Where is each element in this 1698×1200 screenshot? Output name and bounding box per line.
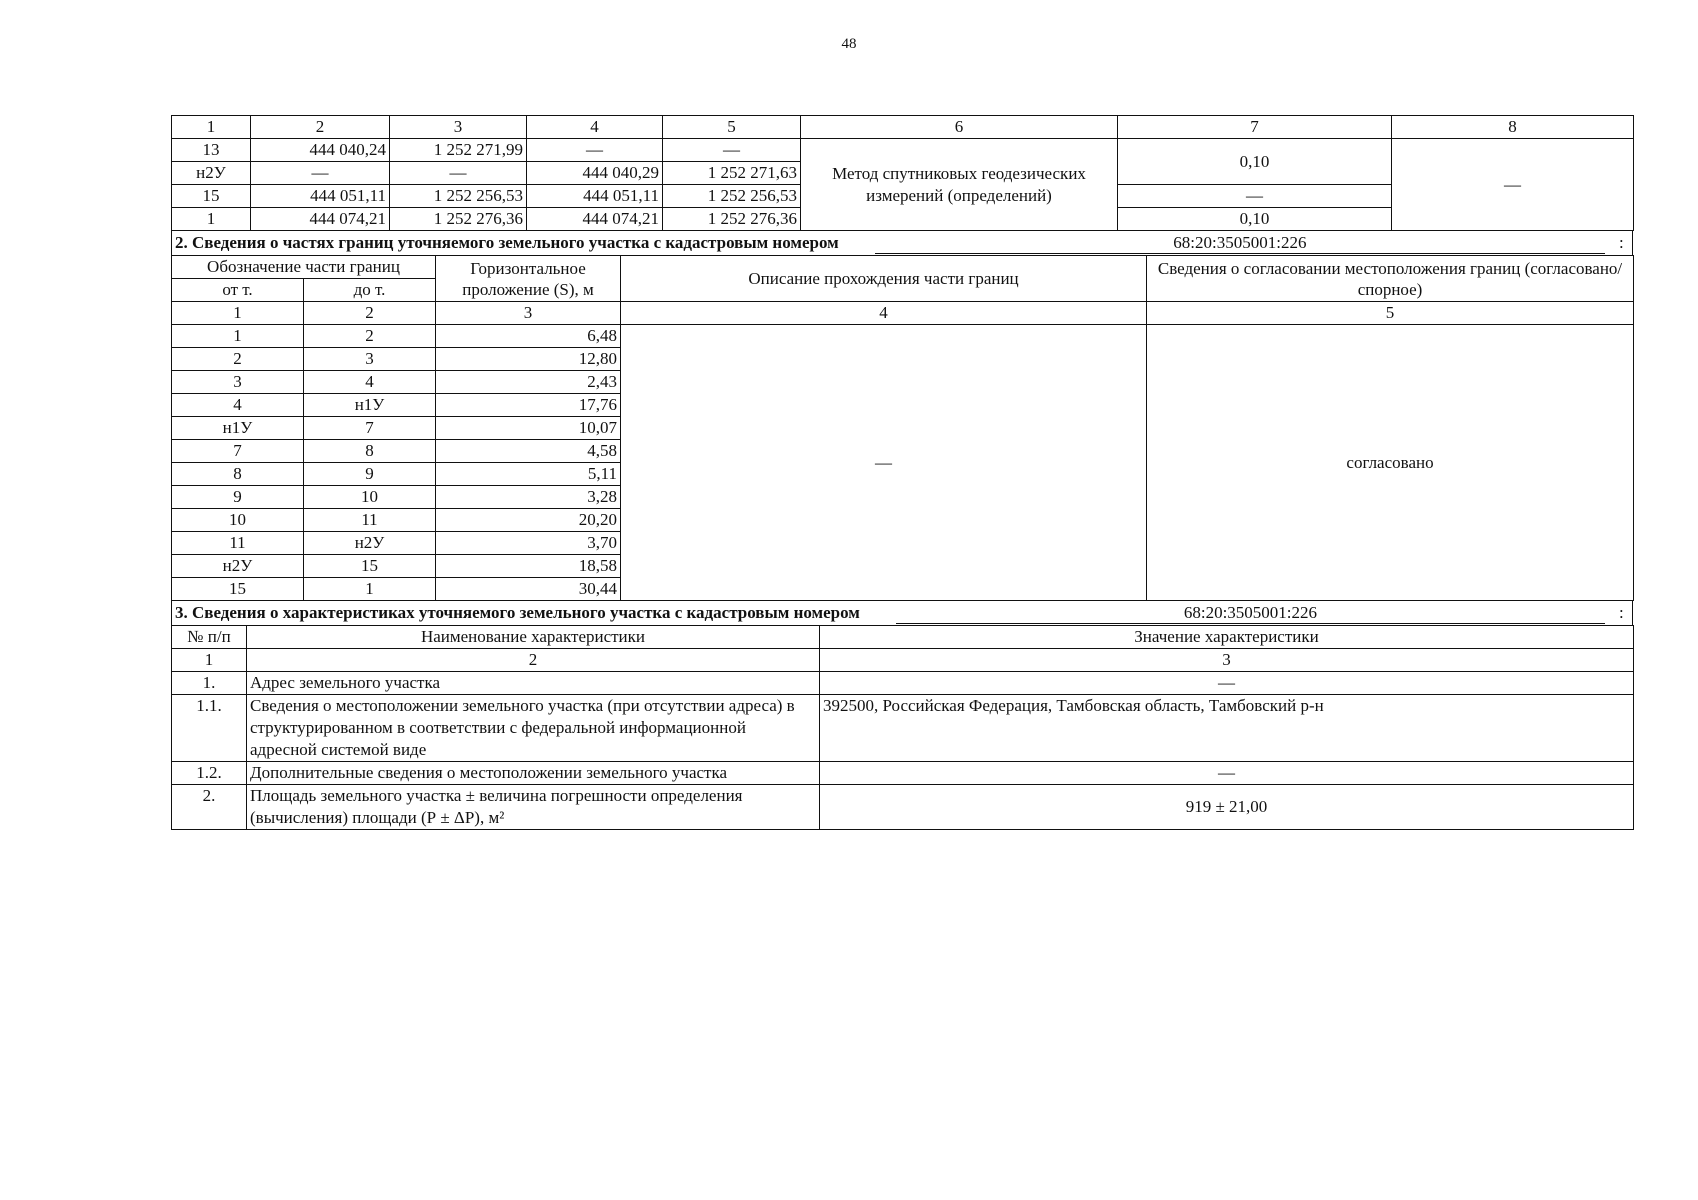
length-cell: 17,76 — [436, 394, 621, 417]
col-number: 2 — [247, 649, 820, 672]
from-cell: 10 — [172, 509, 304, 532]
accuracy-cell: — — [1118, 185, 1392, 208]
designation-header: Обозначение части границ — [172, 256, 436, 279]
col-header: 6 — [801, 116, 1118, 139]
value-cell: — — [820, 762, 1634, 785]
y-old-cell: 1 252 271,99 — [390, 139, 527, 162]
cadastral-document — [171, 115, 1633, 830]
from-cell: 11 — [172, 532, 304, 555]
to-cell: 10 — [304, 486, 436, 509]
section3-heading: 3. Сведения о характеристиках уточняемого земельного участка с кадастровым номером — [175, 603, 860, 622]
x-old-cell: 444 051,11 — [251, 185, 390, 208]
y-old-cell: 1 252 256,53 — [390, 185, 527, 208]
to-cell: н2У — [304, 532, 436, 555]
length-cell: 4,58 — [436, 440, 621, 463]
col-header: 4 — [527, 116, 663, 139]
from-cell: н2У — [172, 555, 304, 578]
section2-title — [171, 231, 1633, 255]
length-cell: 20,20 — [436, 509, 621, 532]
num-cell: 2. — [172, 785, 247, 830]
from-header: от т. — [172, 279, 304, 302]
col-number: 3 — [436, 302, 621, 325]
x-new-cell: 444 074,21 — [527, 208, 663, 231]
x-old-cell: 444 040,24 — [251, 139, 390, 162]
accuracy-cell: 0,10 — [1118, 208, 1392, 231]
table-row — [172, 672, 1634, 695]
to-cell: 15 — [304, 555, 436, 578]
num-header: № п/п — [172, 626, 247, 649]
y-old-cell: — — [390, 162, 527, 185]
from-cell: 7 — [172, 440, 304, 463]
length-cell: 10,07 — [436, 417, 621, 440]
table-row — [172, 325, 1634, 348]
name-cell: Адрес земельного участка — [247, 672, 820, 695]
coordinates-header-row — [172, 116, 1634, 139]
table-row — [172, 139, 1634, 162]
point-cell: 13 — [172, 139, 251, 162]
description-cell: — — [621, 325, 1147, 601]
length-cell: 18,58 — [436, 555, 621, 578]
x-new-cell: 444 040,29 — [527, 162, 663, 185]
col-number: 4 — [621, 302, 1147, 325]
col-header: 5 — [663, 116, 801, 139]
characteristics-table — [171, 625, 1634, 830]
characteristics-header-row — [172, 626, 1634, 649]
value-cell: 392500, Российская Федерация, Тамбовская область, Тамбовский р-н — [820, 695, 1634, 762]
method-cell: Метод спутниковых геодезических измерений (определений) — [801, 139, 1118, 231]
value-cell: 919 ± 21,00 — [820, 785, 1634, 830]
section2-heading: 2. Сведения о частях границ уточняемого земельного участка с кадастровым номером — [175, 233, 839, 252]
table-row — [172, 762, 1634, 785]
length-cell: 30,44 — [436, 578, 621, 601]
to-cell: 9 — [304, 463, 436, 486]
x-new-cell: — — [527, 139, 663, 162]
name-cell: Площадь земельного участка ± величина погрешности определения (вычисления) площади (Р ± ΔР), м² — [247, 785, 820, 830]
from-cell: 4 — [172, 394, 304, 417]
agreement-cell: согласовано — [1147, 325, 1634, 601]
to-cell: 1 — [304, 578, 436, 601]
length-header: Горизонтальное проложение (S), м — [436, 256, 621, 302]
section3-colon: : — [1619, 603, 1624, 622]
length-cell: 12,80 — [436, 348, 621, 371]
col-header: 2 — [251, 116, 390, 139]
to-cell: 11 — [304, 509, 436, 532]
point-cell: 15 — [172, 185, 251, 208]
boundary-num-row — [172, 302, 1634, 325]
col-number: 1 — [172, 302, 304, 325]
to-cell: н1У — [304, 394, 436, 417]
col-header: 8 — [1392, 116, 1634, 139]
to-cell: 7 — [304, 417, 436, 440]
agreement-header: Сведения о согласовании местоположения границ (согласовано/спорное) — [1147, 256, 1634, 302]
section3-cadastral-number: 68:20:3505001:226 — [896, 603, 1605, 624]
value-cell: — — [820, 672, 1634, 695]
col-number: 5 — [1147, 302, 1634, 325]
y-new-cell: 1 252 271,63 — [663, 162, 801, 185]
length-cell: 2,43 — [436, 371, 621, 394]
y-new-cell: — — [663, 139, 801, 162]
x-old-cell: — — [251, 162, 390, 185]
point-cell: 1 — [172, 208, 251, 231]
col-number: 1 — [172, 649, 247, 672]
boundary-parts-table — [171, 255, 1634, 601]
length-cell: 6,48 — [436, 325, 621, 348]
name-header: Наименование характеристики — [247, 626, 820, 649]
from-cell: 8 — [172, 463, 304, 486]
col-number: 3 — [820, 649, 1634, 672]
from-cell: 9 — [172, 486, 304, 509]
col-number: 2 — [304, 302, 436, 325]
section2-cadastral-number: 68:20:3505001:226 — [875, 233, 1605, 254]
section3-title — [171, 601, 1633, 625]
col-header: 3 — [390, 116, 527, 139]
point-cell: н2У — [172, 162, 251, 185]
length-cell: 3,70 — [436, 532, 621, 555]
to-cell: 4 — [304, 371, 436, 394]
y-new-cell: 1 252 256,53 — [663, 185, 801, 208]
characteristics-num-row — [172, 649, 1634, 672]
to-header: до т. — [304, 279, 436, 302]
page-number: 48 — [841, 36, 857, 52]
name-cell: Дополнительные сведения о местоположении земельного участка — [247, 762, 820, 785]
from-cell: 15 — [172, 578, 304, 601]
to-cell: 2 — [304, 325, 436, 348]
num-cell: 1.1. — [172, 695, 247, 762]
from-cell: 2 — [172, 348, 304, 371]
num-cell: 1. — [172, 672, 247, 695]
col8-cell: — — [1392, 139, 1634, 231]
col-header: 1 — [172, 116, 251, 139]
x-old-cell: 444 074,21 — [251, 208, 390, 231]
description-header: Описание прохождения части границ — [621, 256, 1147, 302]
length-cell: 3,28 — [436, 486, 621, 509]
accuracy-cell: 0,10 — [1118, 139, 1392, 185]
section2-colon: : — [1619, 233, 1624, 252]
y-new-cell: 1 252 276,36 — [663, 208, 801, 231]
name-cell: Сведения о местоположении земельного участка (при отсутствии адреса) в структурированном в соответствии с федеральной информационной адресной системой виде — [247, 695, 820, 762]
y-old-cell: 1 252 276,36 — [390, 208, 527, 231]
to-cell: 3 — [304, 348, 436, 371]
from-cell: н1У — [172, 417, 304, 440]
col-header: 7 — [1118, 116, 1392, 139]
from-cell: 3 — [172, 371, 304, 394]
coordinates-table — [171, 115, 1634, 231]
to-cell: 8 — [304, 440, 436, 463]
table-row — [172, 785, 1634, 830]
from-cell: 1 — [172, 325, 304, 348]
table-row — [172, 695, 1634, 762]
value-header: Значение характеристики — [820, 626, 1634, 649]
x-new-cell: 444 051,11 — [527, 185, 663, 208]
length-cell: 5,11 — [436, 463, 621, 486]
num-cell: 1.2. — [172, 762, 247, 785]
boundary-header-row — [172, 256, 1634, 279]
